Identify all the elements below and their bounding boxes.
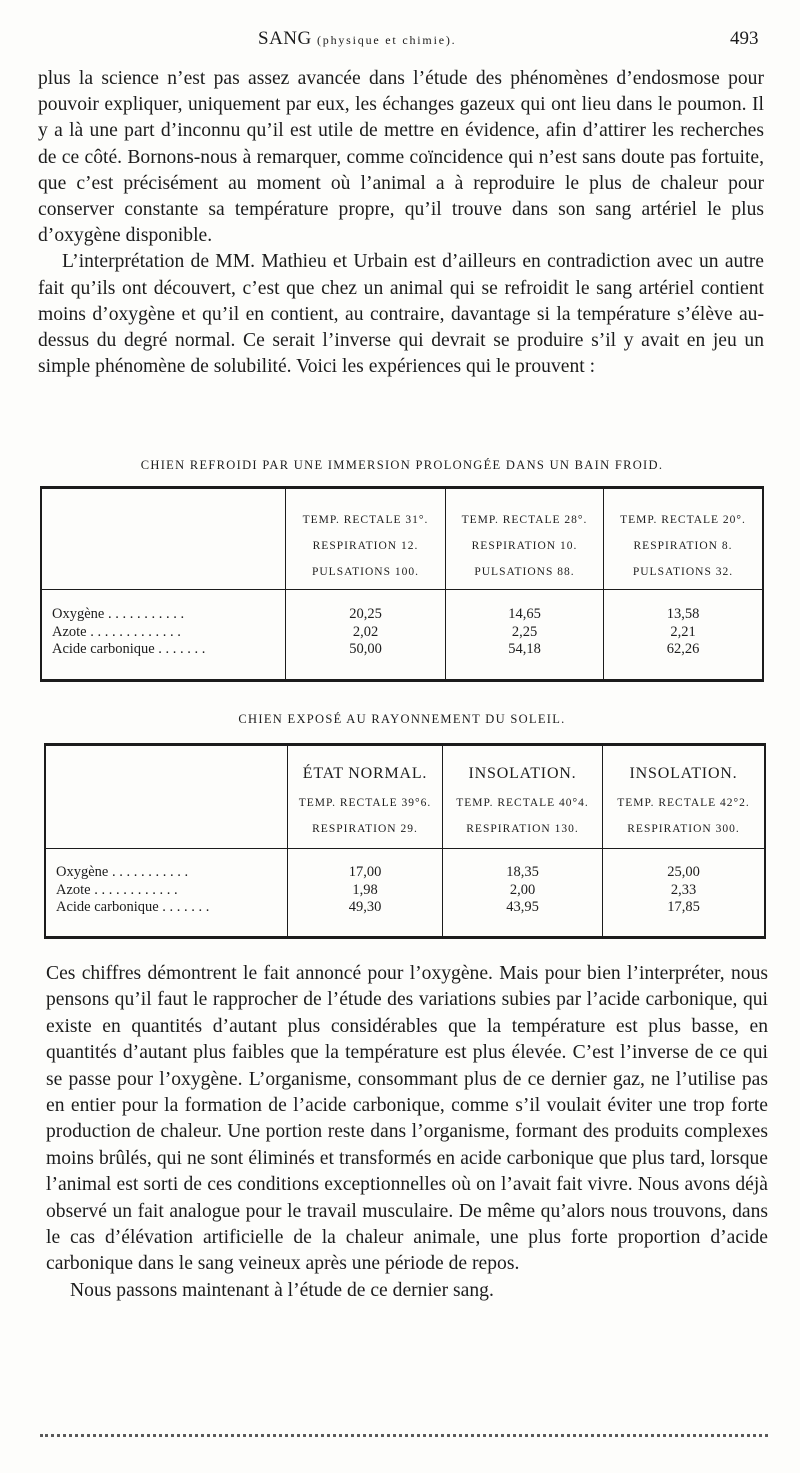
- column-header-respiration: RESPIRATION 130.: [466, 823, 579, 835]
- value-column: [443, 864, 602, 917]
- column-header-respiration: RESPIRATION 300.: [627, 823, 740, 835]
- running-title-main: SANG: [258, 28, 312, 49]
- row-label-oxygen: Oxygène . . . . . . . . . . .: [56, 864, 189, 880]
- body-text-bottom: [46, 961, 768, 1304]
- row-labels: [56, 864, 209, 917]
- paragraph: plus la science n’est pas assez avancée dans l’étude des phénomènes d’endosmose pour pouvoir expliquer, uniquement par eux, les échanges gazeux qui ont lieu dans le poumon. Il y a là une part d’inconnu qu’il est utile de mettre en évidence, afin d’attirer les recherches de ce côté. Bornons-nous à remarquer, comme coïncidence qui n’est sans doute pas fortuite, que c’est précisément au moment où l’animal a à reproduire le plus de chaleur pour conserver constante sa température propre, qu’il trouve dans son sang artériel le plus d’oxygène disponible.: [38, 68, 764, 247]
- column-header: [443, 758, 602, 842]
- column-header-title: ÉTAT NORMAL.: [302, 765, 428, 782]
- running-title-sub: (physique et chimie).: [316, 33, 457, 47]
- table-cell: 18,35: [506, 864, 539, 880]
- column-header: [288, 758, 442, 842]
- column-header: [603, 758, 764, 842]
- table-cell: 17,00: [348, 864, 382, 880]
- table-cell: 25,00: [667, 864, 700, 880]
- value-column: [286, 606, 445, 659]
- table-cell: 14,65: [508, 606, 541, 622]
- paragraph: L’interprétation de MM. Mathieu et Urbain est d’ailleurs en contradiction avec un autre fait qu’ils ont découvert, c’est que chez un animal qui se refroidit le sang artériel contient moins d’oxygène et qu’il en contient, au contraire, davantage si la température s’élève au-dessus du degré normal. Ce serait l’inverse qui devrait se produire s’il y avait en jeu un simple phénomène de solubilité. Voici les expériences qui le prouvent :: [38, 251, 764, 378]
- header-rule: [42, 589, 762, 590]
- table-caption-sun: CHIEN EXPOSÉ AU RAYONNEMENT DU SOLEIL.: [238, 712, 566, 726]
- table-cold-immersion: [40, 486, 764, 682]
- column-header: [604, 507, 762, 585]
- body-text-top: [38, 66, 764, 380]
- page-number: 493: [730, 28, 759, 49]
- column-header-title: INSOLATION.: [468, 765, 577, 782]
- column-header: [446, 507, 603, 585]
- running-head: [0, 28, 800, 52]
- column-header-pulsations: PULSATIONS 88.: [474, 566, 575, 578]
- table-cell: 2,33: [670, 881, 697, 898]
- table-cell: 62,26: [666, 641, 700, 657]
- column-header-temp: TEMP. RECTALE 40°4.: [456, 797, 589, 809]
- table-cell: 43,95: [506, 899, 539, 915]
- column-header-temp: TEMP. RECTALE 31°.: [302, 514, 429, 526]
- paragraph: Ces chiffres démontrent le fait annoncé pour l’oxygène. Mais pour bien l’interpréter, nous pensons qu’il faut le rapprocher de l’étude des variations subies par l’acide carbonique, qui existe en quantités d’autant plus considérables que la température est plus basse, en quantités d’autant plus faibles que la température est plus élevée. C’est l’inverse de ce qui se passe pour l’oxygène. L’organisme, consommant plus de ce dernier gaz, ne l’utilise pas en entier pour la formation de l’acide carbonique, comme s’il voulait éviter une trop forte production de chaleur. Une portion reste dans l’organisme, formant des produits complexes moins brûlés, qui ne sont éliminés et transformés en acide carbonique que plus tard, lorsque l’animal est sorti de ces conditions exceptionnelles où on l’avait fait vivre. Nous avons déjà observé un fait analogue pour le travail musculaire. De même qu’alors nous trouvons, dans le cas d’élévation artificielle de la chaleur animale, une plus forte proportion d’acide carbonique dans le sang veineux après une période de repos.: [46, 963, 768, 1275]
- table-cell: 20,25: [349, 606, 382, 622]
- row-label-oxygen: Oxygène . . . . . . . . . . .: [52, 606, 185, 622]
- table-cell: 1,98: [352, 881, 378, 898]
- value-column: [288, 864, 442, 917]
- paragraph: Nous passons maintenant à l’étude de ce dernier sang.: [70, 1279, 494, 1301]
- column-header-respiration: RESPIRATION 12.: [312, 540, 419, 552]
- value-column: [603, 864, 764, 917]
- column-header-respiration: RESPIRATION 29.: [312, 823, 418, 835]
- column-header-pulsations: PULSATIONS 100.: [311, 566, 419, 578]
- column-header-temp: TEMP. RECTALE 42°2.: [617, 797, 750, 809]
- table-cell: 13,58: [666, 606, 700, 622]
- table-cell: 17,85: [667, 899, 700, 915]
- row-label-nitrogen: Azote . . . . . . . . . . . . .: [52, 623, 181, 640]
- column-header: [286, 507, 445, 585]
- header-rule: [46, 848, 764, 849]
- column-header-pulsations: PULSATIONS 32.: [632, 566, 734, 578]
- row-label-nitrogen: Azote . . . . . . . . . . . .: [56, 881, 178, 898]
- column-header-respiration: RESPIRATION 8.: [633, 540, 733, 552]
- table-cell: 2,02: [352, 623, 379, 640]
- column-header-temp: TEMP. RECTALE 28°.: [461, 514, 588, 526]
- table-cell: 49,30: [348, 899, 382, 915]
- table-cell: 2,25: [511, 623, 538, 640]
- table-cell: 2,00: [509, 881, 536, 898]
- bottom-rule: [40, 1434, 768, 1437]
- column-header-title: INSOLATION.: [629, 765, 738, 782]
- value-column: [446, 606, 603, 659]
- column-header-temp: TEMP. RECTALE 39°6.: [298, 797, 432, 809]
- running-title: [258, 28, 456, 50]
- column-header-respiration: RESPIRATION 10.: [471, 540, 578, 552]
- table-cell: 54,18: [508, 641, 541, 657]
- row-label-carbonic-acid: Acide carbonique . . . . . . .: [56, 899, 210, 915]
- table-cell: 50,00: [349, 641, 382, 657]
- column-header-temp: TEMP. RECTALE 20°.: [620, 514, 746, 526]
- table-sun-exposure: [44, 743, 766, 939]
- table-caption-cold: CHIEN REFROIDI PAR UNE IMMERSION PROLONGÉE DANS UN BAIN FROID.: [140, 458, 664, 472]
- row-labels: [52, 606, 205, 659]
- table-cell: 2,21: [670, 623, 696, 640]
- row-label-carbonic-acid: Acide carbonique . . . . . . .: [52, 641, 206, 657]
- value-column: [604, 606, 762, 659]
